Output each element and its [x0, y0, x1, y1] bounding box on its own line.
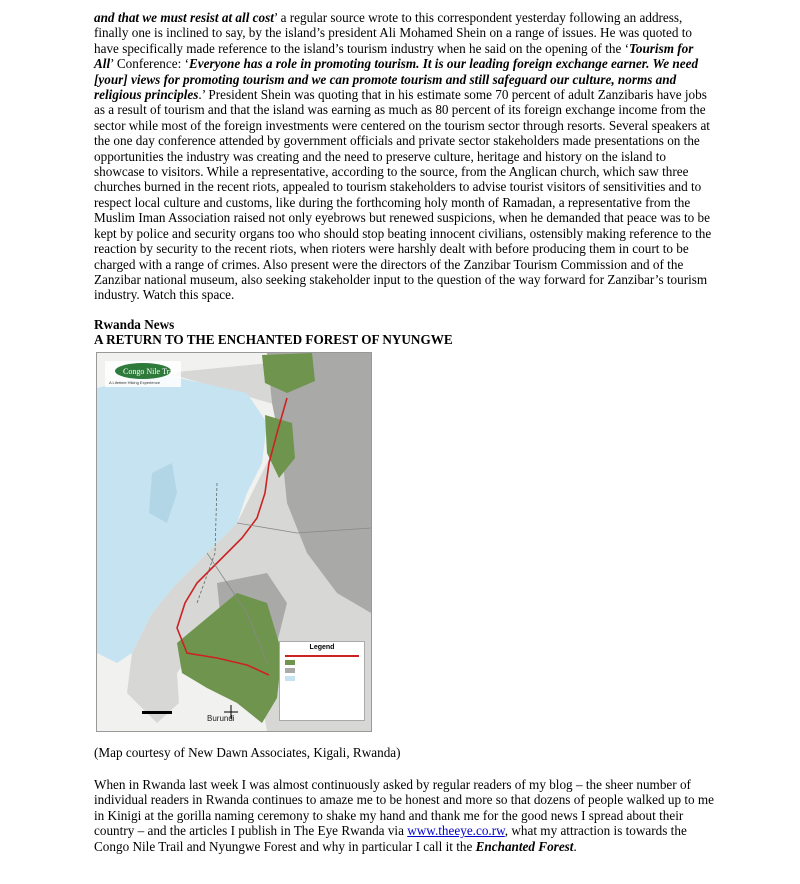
legend-forest-swatch	[285, 660, 295, 665]
text-run: When in Rwanda last week I was almost continuously asked by regular readers of my blog – the sheer number of individual readers in Rwanda continues to amaze me to be honest and more so that dozens of people walked up to me in Kinigi at the gorilla naming ceremony to shake my hand and thank me for the good news I spread about their country – and the articles I publish in The Eye Rwanda via	[94, 777, 714, 839]
text-run: ’ Conference: ‘	[110, 56, 189, 72]
rwanda-paragraph	[94, 777, 714, 854]
legend-title: Legend	[309, 644, 335, 651]
lead-quote: and that we must resist at all cost	[94, 10, 274, 25]
legend-lake-swatch	[285, 676, 295, 681]
section-headings	[94, 317, 714, 348]
section-label: Rwanda News	[94, 317, 175, 332]
text-run: .	[573, 838, 577, 854]
congo-nile-trail-map	[96, 352, 372, 732]
theeye-link[interactable]: www.theeye.co.rw	[407, 823, 505, 839]
legend-trail-swatch	[285, 655, 359, 657]
enchanted-forest-emphasis: Enchanted Forest	[475, 838, 574, 854]
map-caption: (Map courtesy of New Dawn Associates, Kigali, Rwanda)	[94, 745, 401, 760]
text-run: , what my attraction is towards the Congo Nile Trail and Nyungwe Forest and why in particular I call it the	[94, 823, 687, 854]
article-headline: A RETURN TO THE ENCHANTED FOREST OF NYUNGWE	[94, 332, 453, 348]
text-run: .’ President Shein was quoting that in his estimate some 70 percent of adult Zanzibaris have jobs as a result of tourism and that the island was earning as much as 80 percent of its foreign exchange income from the sector while most of the foreign investments were centered on the tourism sector through resorts. Several speakers at the one day conference attended by government officials and private sector stakeholders made presentations on the opportunities the industry was creating and the need to preserve culture, heritage and history on the island to showcase to visitors. While a representative, according to the source, from the Anglican church, which saw three churches burned in the recent riots, appealed to tourism stakeholders to advise tourist visitors of sensitivities and to respect local culture and customs, like during the forthcoming holy month of Ramadan, a representative from the Muslim Iman Association raised not only eyebrows but renewed suspicions, when he demanded that peace was to be kept by police and security organs too who should stop beating innocent civilians, ostensibly making reference to the reaction by security to the recent riots, when rioters were harshly dealt with before producing them in court to be charged with a range of crimes. Also present were the directors of the Zanzibar Tourism Commission and of the Zanzibar national museum, also seeking stakeholder input to the question of the way forward for Zanzibar’s tourism industry. Watch this space.	[94, 87, 712, 303]
legend-highland-swatch	[285, 668, 295, 673]
logo-tagline: A Lifetime Hiking Experience	[109, 380, 160, 385]
scale-bar	[142, 711, 172, 714]
zanzibar-paragraph	[94, 10, 714, 303]
congo-nile-trail-logo	[105, 361, 181, 387]
text-run: ’ a regular source wrote to this correspondent yesterday following an address, finally one is inclined to say, by the island’s president Ali Mohamed Shein on a range of issues. He was quoted to have specifically made reference to the island’s tourism industry when he said on the opening of the ‘	[94, 10, 692, 56]
logo-text: Congo Nile Trail	[123, 367, 178, 376]
conference-name: Tourism for All	[94, 40, 694, 72]
president-quote: Everyone has a role in promoting tourism. It is our leading foreign exchange earner. We need [your] views for promoting tourism and we can promote tourism and still safeguard our culture, norms and religious principles	[94, 56, 699, 103]
burundi-label: Burundi	[207, 714, 235, 723]
map-legend	[279, 641, 365, 721]
